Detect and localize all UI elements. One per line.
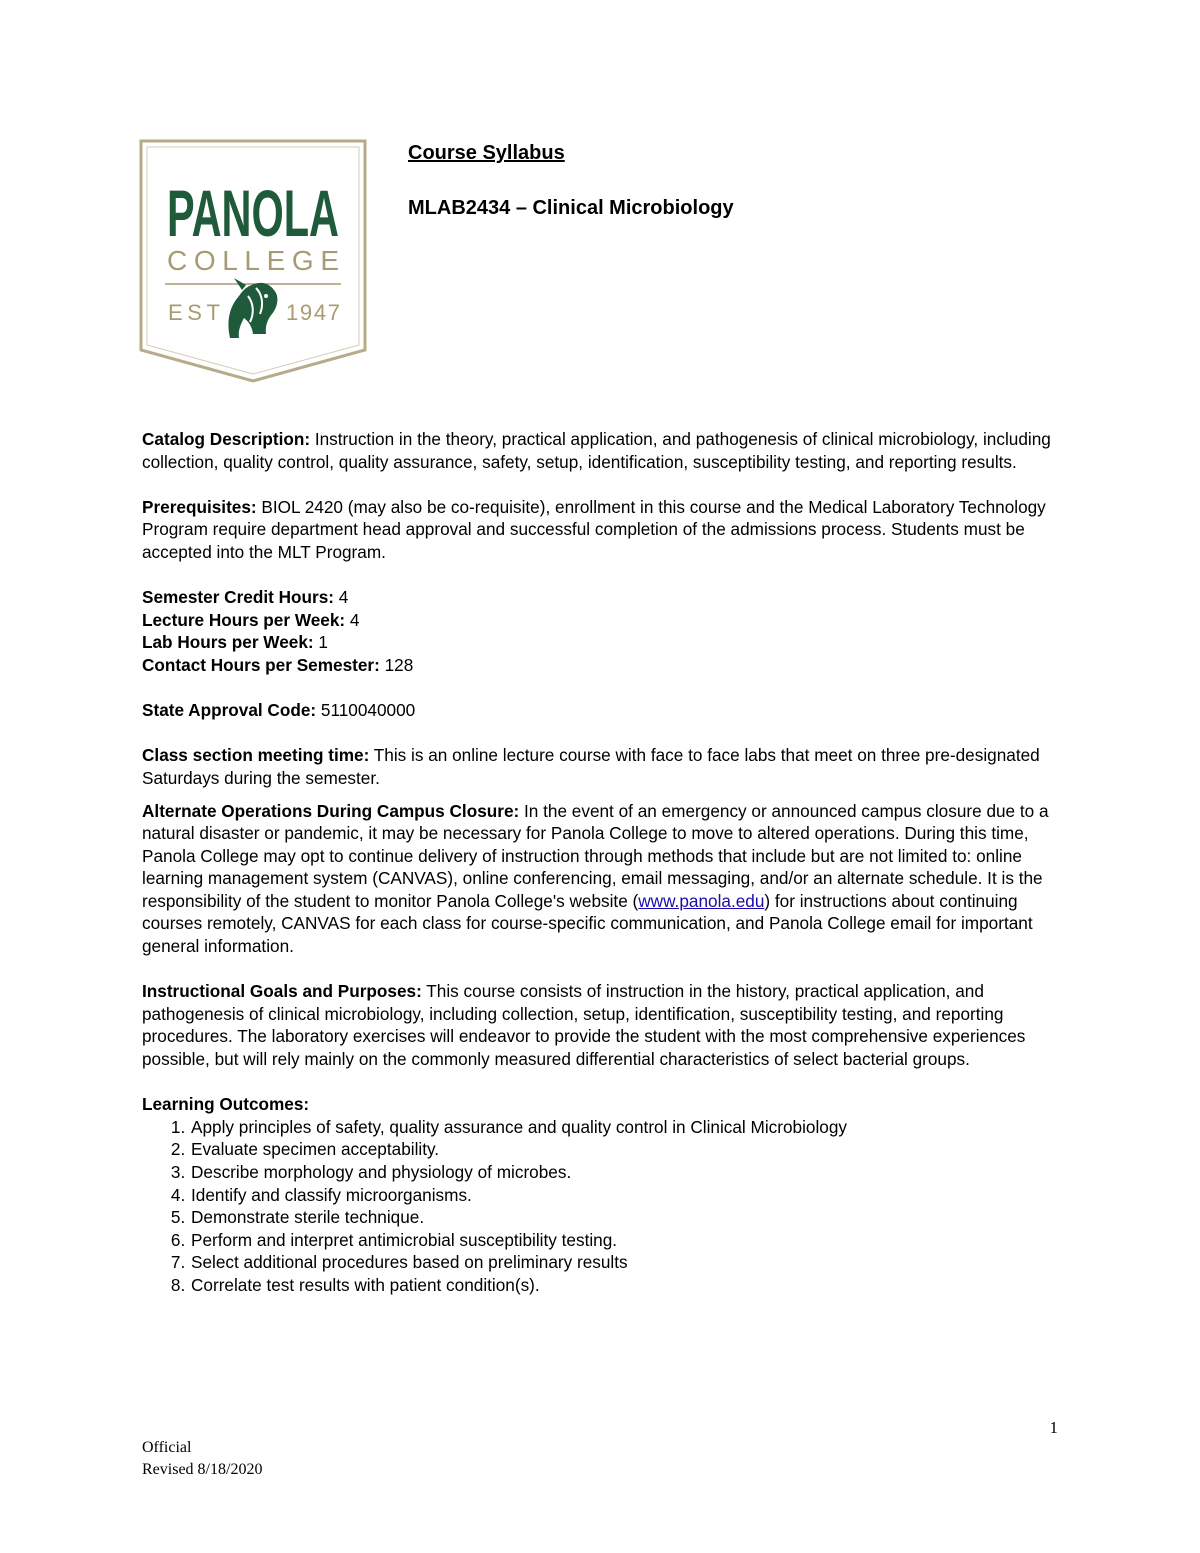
- footer-official: Official: [142, 1439, 192, 1456]
- list-item: 6. Perform and interpret antimicrobial susceptibility testing.: [190, 1229, 1062, 1252]
- meeting-label: Class section meeting time:: [142, 745, 370, 766]
- contact-hours: [142, 654, 1062, 677]
- credit-label: Semester Credit Hours:: [142, 587, 334, 608]
- state-value: 5110040000: [316, 700, 416, 721]
- list-item: 8. Correlate test results with patient condition(s).: [190, 1274, 1062, 1297]
- meeting-time: [142, 744, 1062, 789]
- contact-label: Contact Hours per Semester:: [142, 654, 380, 675]
- logo-est: EST: [168, 300, 220, 325]
- panola-college-logo: [138, 138, 368, 384]
- learning-outcomes-list: [142, 1116, 1062, 1297]
- contact-value: 128: [379, 654, 414, 675]
- state-label: State Approval Code:: [142, 700, 317, 721]
- lab-label: Lab Hours per Week:: [142, 632, 314, 653]
- goals-label: Instructional Goals and Purposes:: [142, 981, 422, 1002]
- state-approval: [142, 699, 1062, 722]
- list-item: 7. Select additional procedures based on preliminary results: [190, 1251, 1062, 1274]
- list-item: 4. Identify and classify microorganisms.: [190, 1184, 1062, 1207]
- list-item: 2. Evaluate specimen acceptability.: [190, 1138, 1062, 1161]
- list-item: 3. Describe morphology and physiology of microbes.: [190, 1161, 1062, 1184]
- goals-text: This course consists of instruction in the history, practical application, and pathogenesis of clinical microbiology, including collection, setup, identification, susceptibility testing, and reporting procedures. The laboratory exercises will endeavor to provide the student with the most comprehensive experiences possible, but will rely mainly on the commonly measured differential characteristics of select bacterial groups.: [142, 981, 1026, 1070]
- prereq-label: Prerequisites:: [142, 496, 257, 517]
- learning-outcomes-heading: [142, 1093, 1062, 1116]
- meeting-text: This is an online lecture course with face to face labs that meet on three pre-designated Saturdays during the semester.: [142, 745, 1040, 788]
- footer-revised: Revised 8/18/2020: [142, 1461, 263, 1478]
- logo-name: PANOLA: [167, 176, 339, 250]
- page-title: Course Syllabus: [408, 142, 565, 164]
- panola-website-link[interactable]: www.panola.edu: [638, 890, 765, 911]
- catalog-text: Instruction in the theory, practical application, and pathogenesis of clinical microbiology, including collection, quality control, quality assurance, safety, setup, identification, susceptibility testing, and reporting results.: [142, 429, 1051, 472]
- lab-hours: [142, 631, 1062, 654]
- course-title: MLAB2434 – Clinical Microbiology: [408, 197, 734, 219]
- list-item: 1. Apply principles of safety, quality assurance and quality control in Clinical Microbiology: [190, 1116, 1062, 1139]
- prerequisites: [142, 496, 1062, 564]
- lecture-label: Lecture Hours per Week:: [142, 609, 346, 630]
- instructional-goals: [142, 980, 1062, 1070]
- outcomes-label: Learning Outcomes:: [142, 1094, 310, 1115]
- syllabus-body: [142, 428, 1062, 1297]
- logo-year: 1947: [286, 300, 340, 325]
- alternate-operations: [142, 800, 1062, 958]
- lecture-value: 4: [345, 609, 360, 630]
- credit-value: 4: [333, 587, 349, 608]
- alternate-text-before: In the event of an emergency or announced campus closure due to a natural disaster or pandemic, it may be necessary for Panola College to move to altered operations. During this time, Panola College may opt to continue delivery of instruction through methods that include but are not limited to: online learning management system (CANVAS), online conferencing, email messaging, and/or an alternate schedule. It is the responsibility of the student to monitor Panola College's website (: [142, 800, 1049, 911]
- alternate-text-after: ) for instructions about continuing courses remotely, CANVAS for each class for course-specific communication, and Panola College email for important general information.: [142, 890, 1033, 957]
- alternate-label: Alternate Operations During Campus Closure:: [142, 800, 520, 821]
- footer: [142, 1437, 262, 1481]
- prereq-text: BIOL 2420 (may also be co-requisite), enrollment in this course and the Medical Laboratory Technology Program require department head approval and successful completion of the admissions process. Students must be accepted into the MLT Program.: [142, 496, 1046, 562]
- catalog-description: [142, 428, 1062, 473]
- credit-hours: [142, 586, 1062, 609]
- lab-value: 1: [313, 632, 328, 653]
- list-item: 5. Demonstrate sterile technique.: [190, 1206, 1062, 1229]
- lecture-hours: [142, 609, 1062, 632]
- logo-sub: COLLEGE: [167, 245, 339, 276]
- catalog-label: Catalog Description:: [142, 429, 311, 449]
- page-number: 1: [1049, 1418, 1058, 1437]
